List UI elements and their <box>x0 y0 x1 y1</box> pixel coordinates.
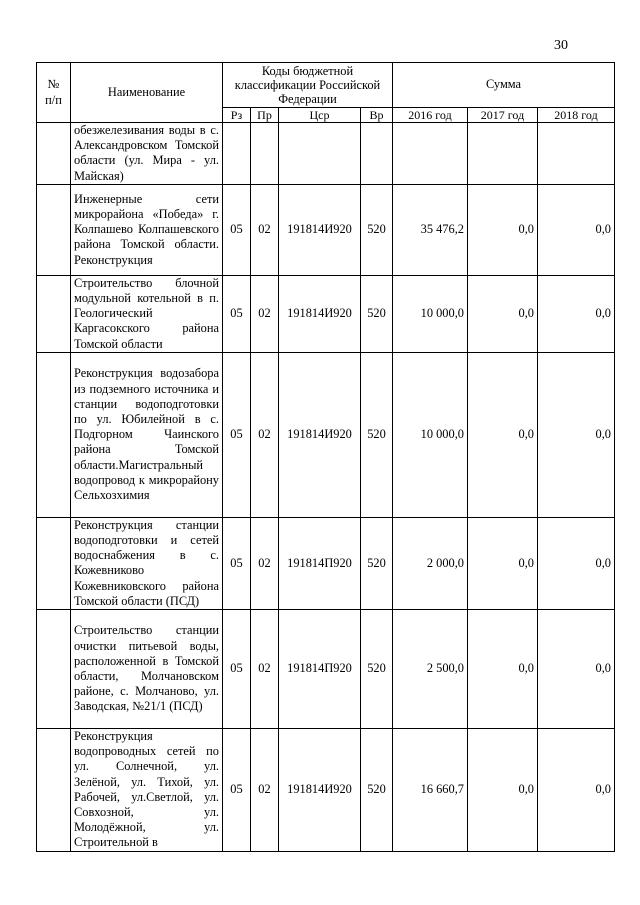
row-rz: 05 <box>223 184 251 275</box>
row-2018: 0,0 <box>538 352 615 517</box>
header-sum: Сумма <box>393 63 615 108</box>
row-name: Строительство станции очистки питьевой воды, расположенной в Томской области, Молчановском районе, с. Молчаново, ул. Заводская, №21/1 (ПСД) <box>71 610 223 729</box>
row-2016 <box>393 123 468 185</box>
row-rz: 05 <box>223 517 251 609</box>
row-vr: 520 <box>361 729 393 852</box>
row-vr: 520 <box>361 184 393 275</box>
row-2017: 0,0 <box>468 517 538 609</box>
row-name: Реконструкция станции водоподготовки и сетей водоснабжения в с. Кожевниково Кожевниковского района Томской области (ПСД) <box>71 517 223 609</box>
row-rz: 05 <box>223 729 251 852</box>
header-pr: Пр <box>251 108 279 123</box>
row-num <box>37 610 71 729</box>
header-rz: Рз <box>223 108 251 123</box>
row-pr <box>251 123 279 185</box>
row-pr: 02 <box>251 517 279 609</box>
row-2016: 10 000,0 <box>393 352 468 517</box>
row-2017: 0,0 <box>468 184 538 275</box>
row-csr: 191814И920 <box>279 184 361 275</box>
table-row <box>37 352 615 517</box>
row-num <box>37 275 71 352</box>
row-num <box>37 184 71 275</box>
row-2017: 0,0 <box>468 610 538 729</box>
header-codes: Коды бюджетной классификации Российской Федерации <box>223 63 393 108</box>
row-2016: 2 500,0 <box>393 610 468 729</box>
row-vr: 520 <box>361 352 393 517</box>
row-vr <box>361 123 393 185</box>
header-2018: 2018 год <box>538 108 615 123</box>
row-rz: 05 <box>223 352 251 517</box>
page-number: 30 <box>554 38 568 53</box>
row-2018: 0,0 <box>538 184 615 275</box>
row-csr: 191814П920 <box>279 610 361 729</box>
header-csr: Цср <box>279 108 361 123</box>
row-pr: 02 <box>251 729 279 852</box>
header-num: № п/п <box>37 63 71 123</box>
row-csr: 191814П920 <box>279 517 361 609</box>
table-row <box>37 517 615 609</box>
row-num <box>37 123 71 185</box>
row-num <box>37 352 71 517</box>
row-rz: 05 <box>223 275 251 352</box>
row-csr: 191814И920 <box>279 352 361 517</box>
row-2017: 0,0 <box>468 729 538 852</box>
row-2018: 0,0 <box>538 729 615 852</box>
row-csr: 191814И920 <box>279 729 361 852</box>
row-2018 <box>538 123 615 185</box>
row-2016: 10 000,0 <box>393 275 468 352</box>
row-name: Строительство блочной модульной котельной в п. Геологический Каргасокского района Томской области <box>71 275 223 352</box>
row-pr: 02 <box>251 352 279 517</box>
row-rz: 05 <box>223 610 251 729</box>
row-2017: 0,0 <box>468 352 538 517</box>
table-row <box>37 610 615 729</box>
table-row <box>37 729 615 852</box>
table-row <box>37 123 615 185</box>
row-pr: 02 <box>251 275 279 352</box>
row-csr <box>279 123 361 185</box>
row-2017: 0,0 <box>468 275 538 352</box>
row-vr: 520 <box>361 275 393 352</box>
row-2018: 0,0 <box>538 610 615 729</box>
row-2018: 0,0 <box>538 275 615 352</box>
header-name: Наименование <box>71 63 223 123</box>
row-2018: 0,0 <box>538 517 615 609</box>
table-row <box>37 184 615 275</box>
row-name: Реконструкция водопроводных сетей по ул. Солнечной, ул. Зелёной, ул. Тихой, ул. Рабочей, ул.Светлой, ул. Совхозной, ул. Молодёжной, ул. Строительной в <box>71 729 223 852</box>
row-num <box>37 517 71 609</box>
budget-table <box>36 62 615 852</box>
header-vr: Вр <box>361 108 393 123</box>
row-2016: 2 000,0 <box>393 517 468 609</box>
header-2016: 2016 год <box>393 108 468 123</box>
row-pr: 02 <box>251 610 279 729</box>
row-num <box>37 729 71 852</box>
row-name: Инженерные сети микрорайона «Победа» г. Колпашево Колпашевского района Томской области. Реконструкция <box>71 184 223 275</box>
row-rz <box>223 123 251 185</box>
row-csr: 191814И920 <box>279 275 361 352</box>
row-pr: 02 <box>251 184 279 275</box>
row-2016: 16 660,7 <box>393 729 468 852</box>
table-row <box>37 275 615 352</box>
header-2017: 2017 год <box>468 108 538 123</box>
row-name: Реконструкция водозабора из подземного источника и станции водоподготовки по ул. Юбилейной в с. Подгорном Чаинского района Томской области.Магистральный водопровод к микрорайону Сельхозхимия <box>71 352 223 517</box>
row-name: обезжелезивания воды в с. Александровском Томской области (ул. Мира - ул. Майская) <box>71 123 223 185</box>
row-vr: 520 <box>361 517 393 609</box>
row-vr: 520 <box>361 610 393 729</box>
row-2017 <box>468 123 538 185</box>
row-2016: 35 476,2 <box>393 184 468 275</box>
